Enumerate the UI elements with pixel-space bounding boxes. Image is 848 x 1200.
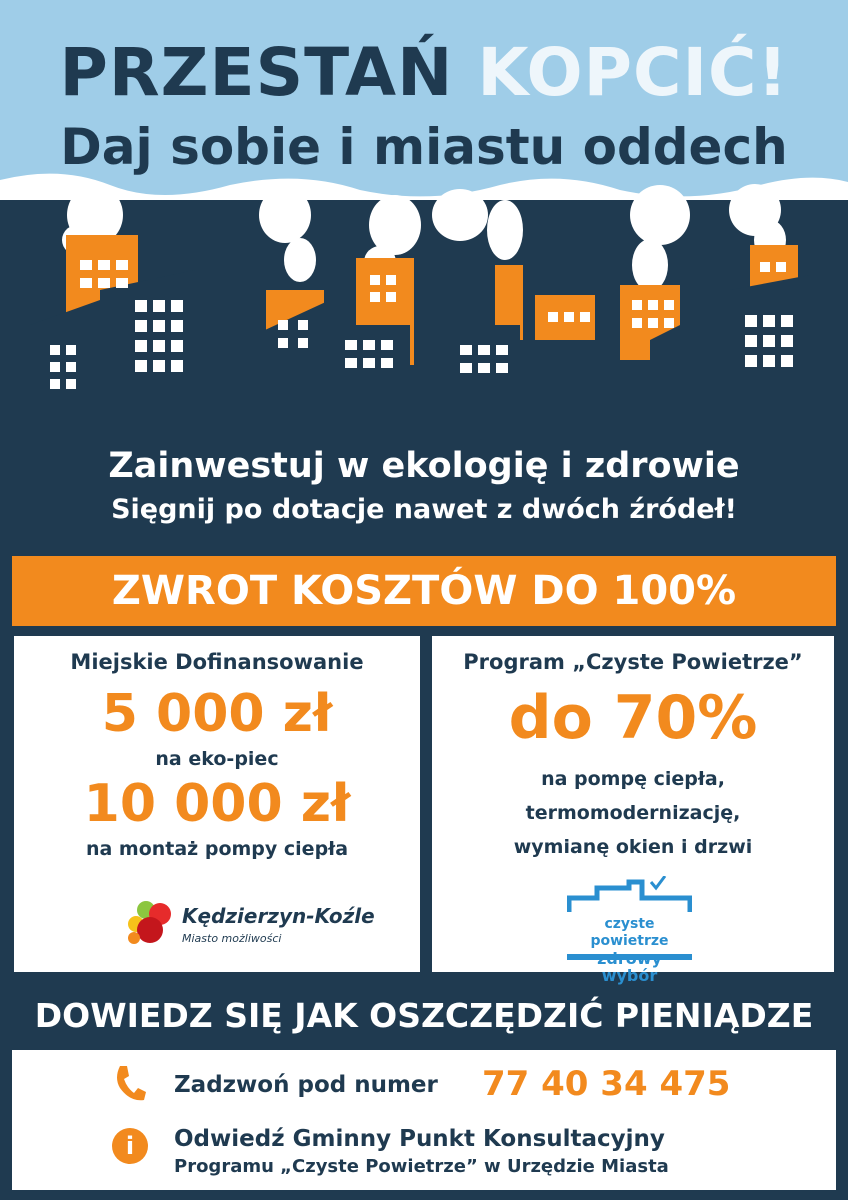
subheadline-line2: Sięgnij po dotacje nawet z dwóch źródeł! <box>111 494 737 525</box>
heat-pump-amount: 10 000 zł <box>83 774 351 834</box>
refund-banner: ZWROT KOSZTÓW DO 100% <box>12 556 836 626</box>
cta-heading: DOWIEDZ SIĘ JAK OSZCZĘDZIĆ PIENIĄDZE <box>34 996 814 1035</box>
eco-stove-desc: na eko-piec <box>155 748 279 770</box>
headline-line2: Daj sobie i miastu oddech <box>60 118 788 176</box>
city-funding-box <box>12 634 422 974</box>
phone-label: Zadzwoń pod numer <box>174 1072 438 1098</box>
headline-part1: PRZESTAŃ <box>59 34 454 111</box>
clean-air-amount: do 70% <box>508 683 758 753</box>
contact-panel <box>12 1050 836 1190</box>
kedzierzyn-kozle-logo <box>124 894 375 954</box>
clean-air-program-box <box>430 634 836 985</box>
phone-number[interactable]: 77 40 34 475 <box>482 1064 731 1104</box>
city-logo-name: Kędzierzyn-Koźle <box>182 904 375 928</box>
clean-air-desc3: wymianę okien i drzwi <box>513 836 753 858</box>
clean-air-logo <box>567 876 692 985</box>
clean-air-logo-line2: wybór <box>601 966 658 985</box>
city-logo-tagline: Miasto możliwości <box>182 932 282 945</box>
clean-air-title: Program „Czyste Powietrze” <box>463 650 803 674</box>
heat-pump-desc: na montaż pompy ciepła <box>85 838 349 860</box>
eco-stove-amount: 5 000 zł <box>101 684 333 744</box>
clean-air-desc1: na pompę ciepła, <box>541 768 725 790</box>
clean-air-desc2: termomodernizację, <box>525 802 741 824</box>
info-icon: i <box>112 1128 148 1164</box>
house-check-icon <box>567 876 692 916</box>
clean-air-logo-underline <box>567 954 692 960</box>
headline-line1 <box>0 34 848 111</box>
headline-part2: KOPCIĆ! <box>477 34 789 111</box>
clean-air-logo-line1: czyste powietrze <box>590 916 669 949</box>
city-funding-title: Miejskie Dofinansowanie <box>70 650 364 674</box>
phone-icon <box>112 1064 146 1102</box>
visit-line1: Odwiedź Gminny Punkt Konsultacyjny <box>174 1126 665 1152</box>
clean-air-logo-text <box>567 916 692 984</box>
subheadline-line1: Zainwestuj w ekologię i zdrowie <box>108 446 740 486</box>
city-logo-icon <box>124 896 180 952</box>
visit-line2: Programu „Czyste Powietrze” w Urzędzie Miasta <box>174 1156 669 1177</box>
